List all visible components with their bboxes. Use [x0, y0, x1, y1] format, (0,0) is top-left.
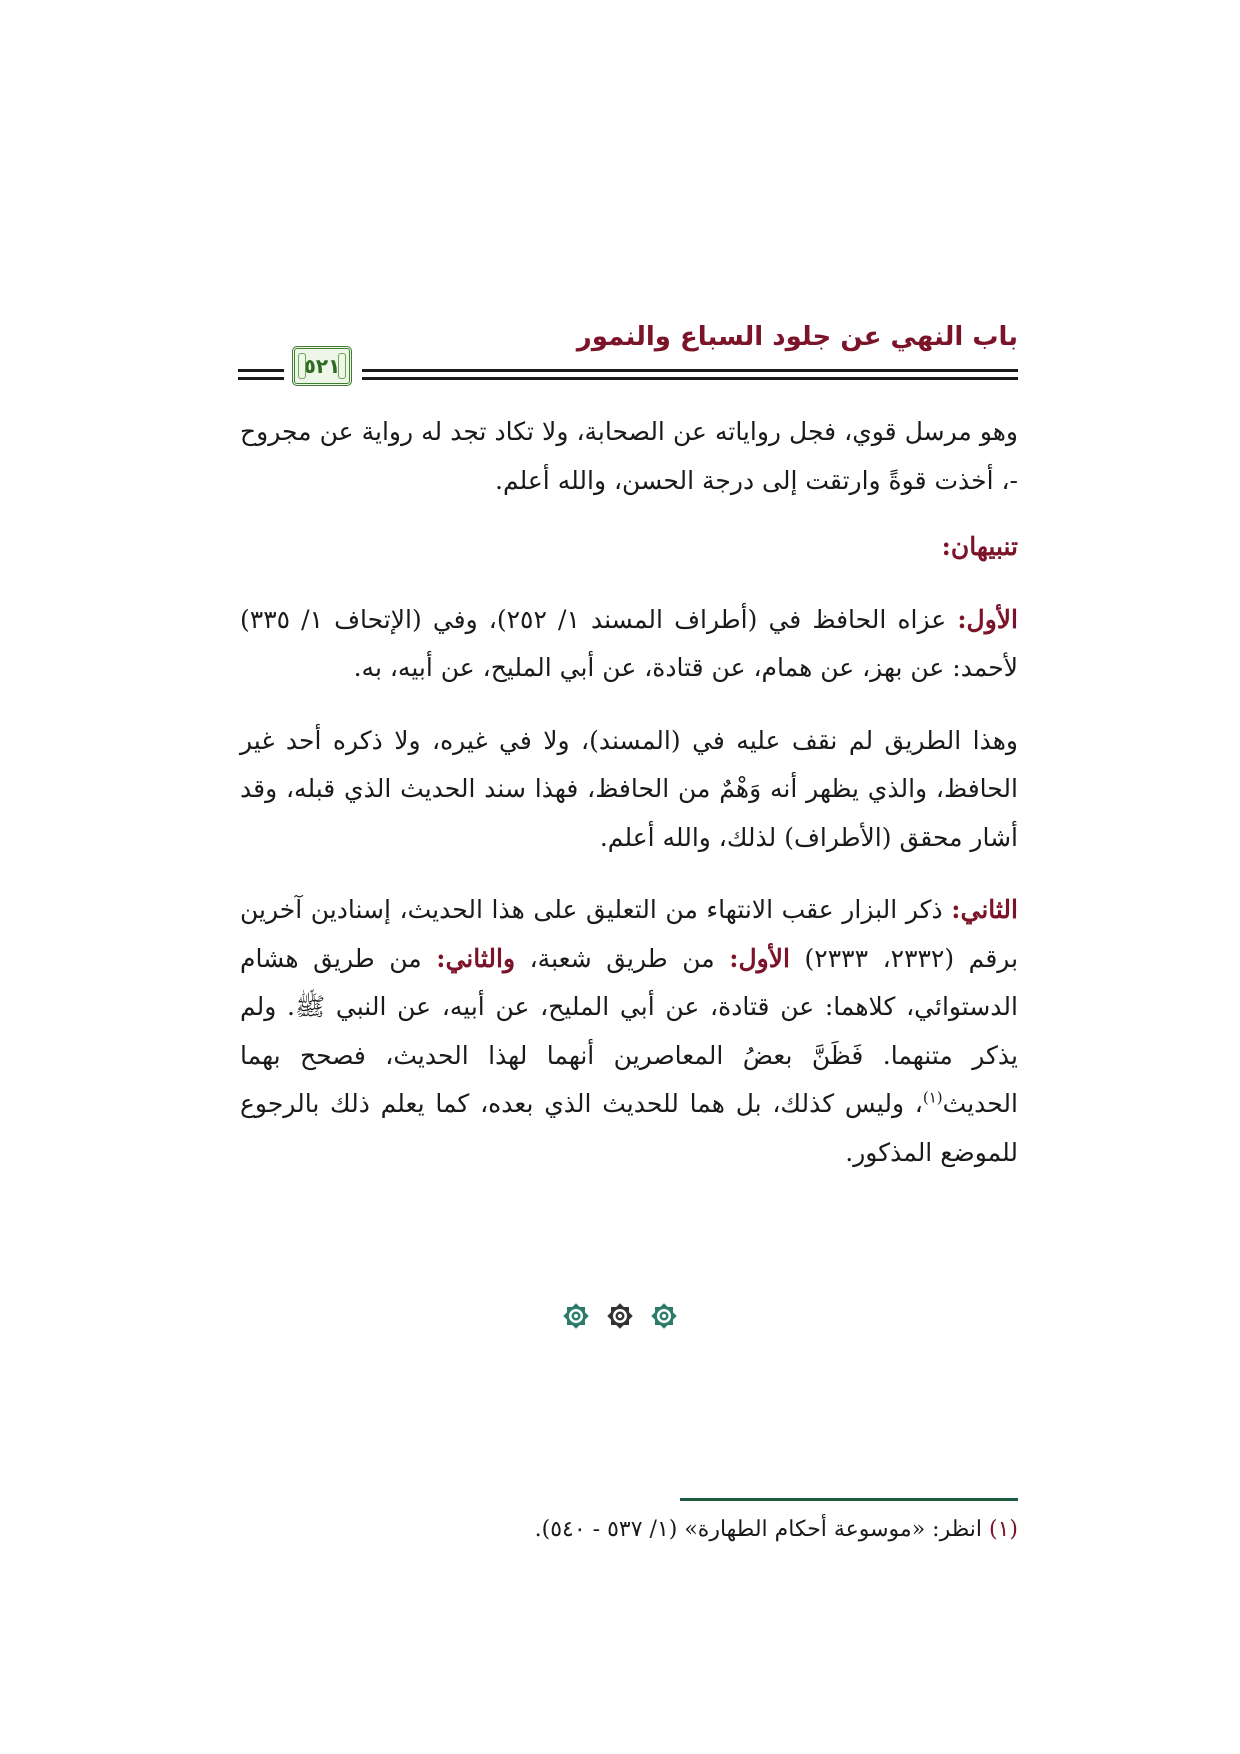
header-rule [362, 369, 1018, 372]
paragraph-text: من طريق هشام الدستوائي، كلاهما: عن قتادة، عن أبي المليح، عن أبيه، عن النبي ﷺ. ولم يذكر متنهما. فَظَنَّ بعضُ المعاصرين أنهما لهذا الحديث، فصحح بهما الحديث [240, 943, 1018, 1118]
paragraph-label: الأول: [957, 604, 1018, 634]
paragraph-text: من طريق شعبة، [515, 943, 730, 973]
page-header [238, 322, 1018, 386]
paragraph-text: عزاه الحافظ في (أطراف المسند ١/ ٢٥٢)، وفي (الإتحاف ١/ ٣٣٥) لأحمد: عن بهز، عن همام، عن قتادة، عن أبي المليح، عن أبيه، به. [240, 604, 1018, 682]
paragraph: وهو مرسل قوي، فجل رواياته عن الصحابة، ولا تكاد تجد له رواية عن مجروح -، أخذت قوةً وارتقت إلى درجة الحسن، والله أعلم. [240, 417, 1018, 495]
paragraph-label: الأول: [729, 943, 790, 973]
section-divider-ornaments [520, 1300, 720, 1340]
paragraph [240, 596, 1018, 693]
footnote [240, 1512, 1018, 1548]
page-number-badge [292, 346, 352, 386]
footnote-text: انظر: «موسوعة أحكام الطهارة» (١/ ٥٣٧ - ٥٤٠). [534, 1517, 989, 1542]
paragraph-label: والثاني: [436, 943, 516, 973]
paragraph-text: ذكر البزار عقب الانتهاء من التعليق على هذا الحديث، إسنادين آخرين برقم (٢٣٣٢، ٢٣٣٣) [240, 895, 1019, 973]
header-rule [238, 369, 284, 372]
star-flower-ornament-icon [560, 1300, 592, 1332]
paragraph-text: ، وليس كذلك، بل هما للحديث الذي بعده، كما يعلم ذلك بالرجوع للموضع المذكور. [240, 1089, 1018, 1167]
footnote-separator [680, 1498, 1018, 1501]
header-rule [238, 377, 284, 380]
chapter-title: باب النهي عن جلود السباع والنمور [576, 322, 1018, 352]
main-text [240, 408, 1018, 1177]
paragraph: وهذا الطريق لم نقف عليه في (المسند)، ولا في غيره، ولا ذكره أحد غير الحافظ، والذي يظهر أنه وَهْمٌ من الحافظ، فهذا سند الحديث الذي قبله، وقد أشار محقق (الأطراف) لذلك، والله أعلم. [240, 725, 1018, 852]
paragraph [240, 886, 1018, 1177]
footnote-number: (١) [988, 1517, 1018, 1542]
paragraph-label: الثاني: [951, 895, 1018, 924]
page-number: ٥٢١ [303, 354, 341, 378]
footnote-reference[interactable]: (١) [922, 1088, 943, 1107]
header-rule [362, 377, 1018, 380]
star-flower-ornament-icon [604, 1300, 636, 1332]
notes-heading: تنبيهان: [941, 532, 1018, 561]
star-flower-ornament-icon [648, 1300, 680, 1332]
